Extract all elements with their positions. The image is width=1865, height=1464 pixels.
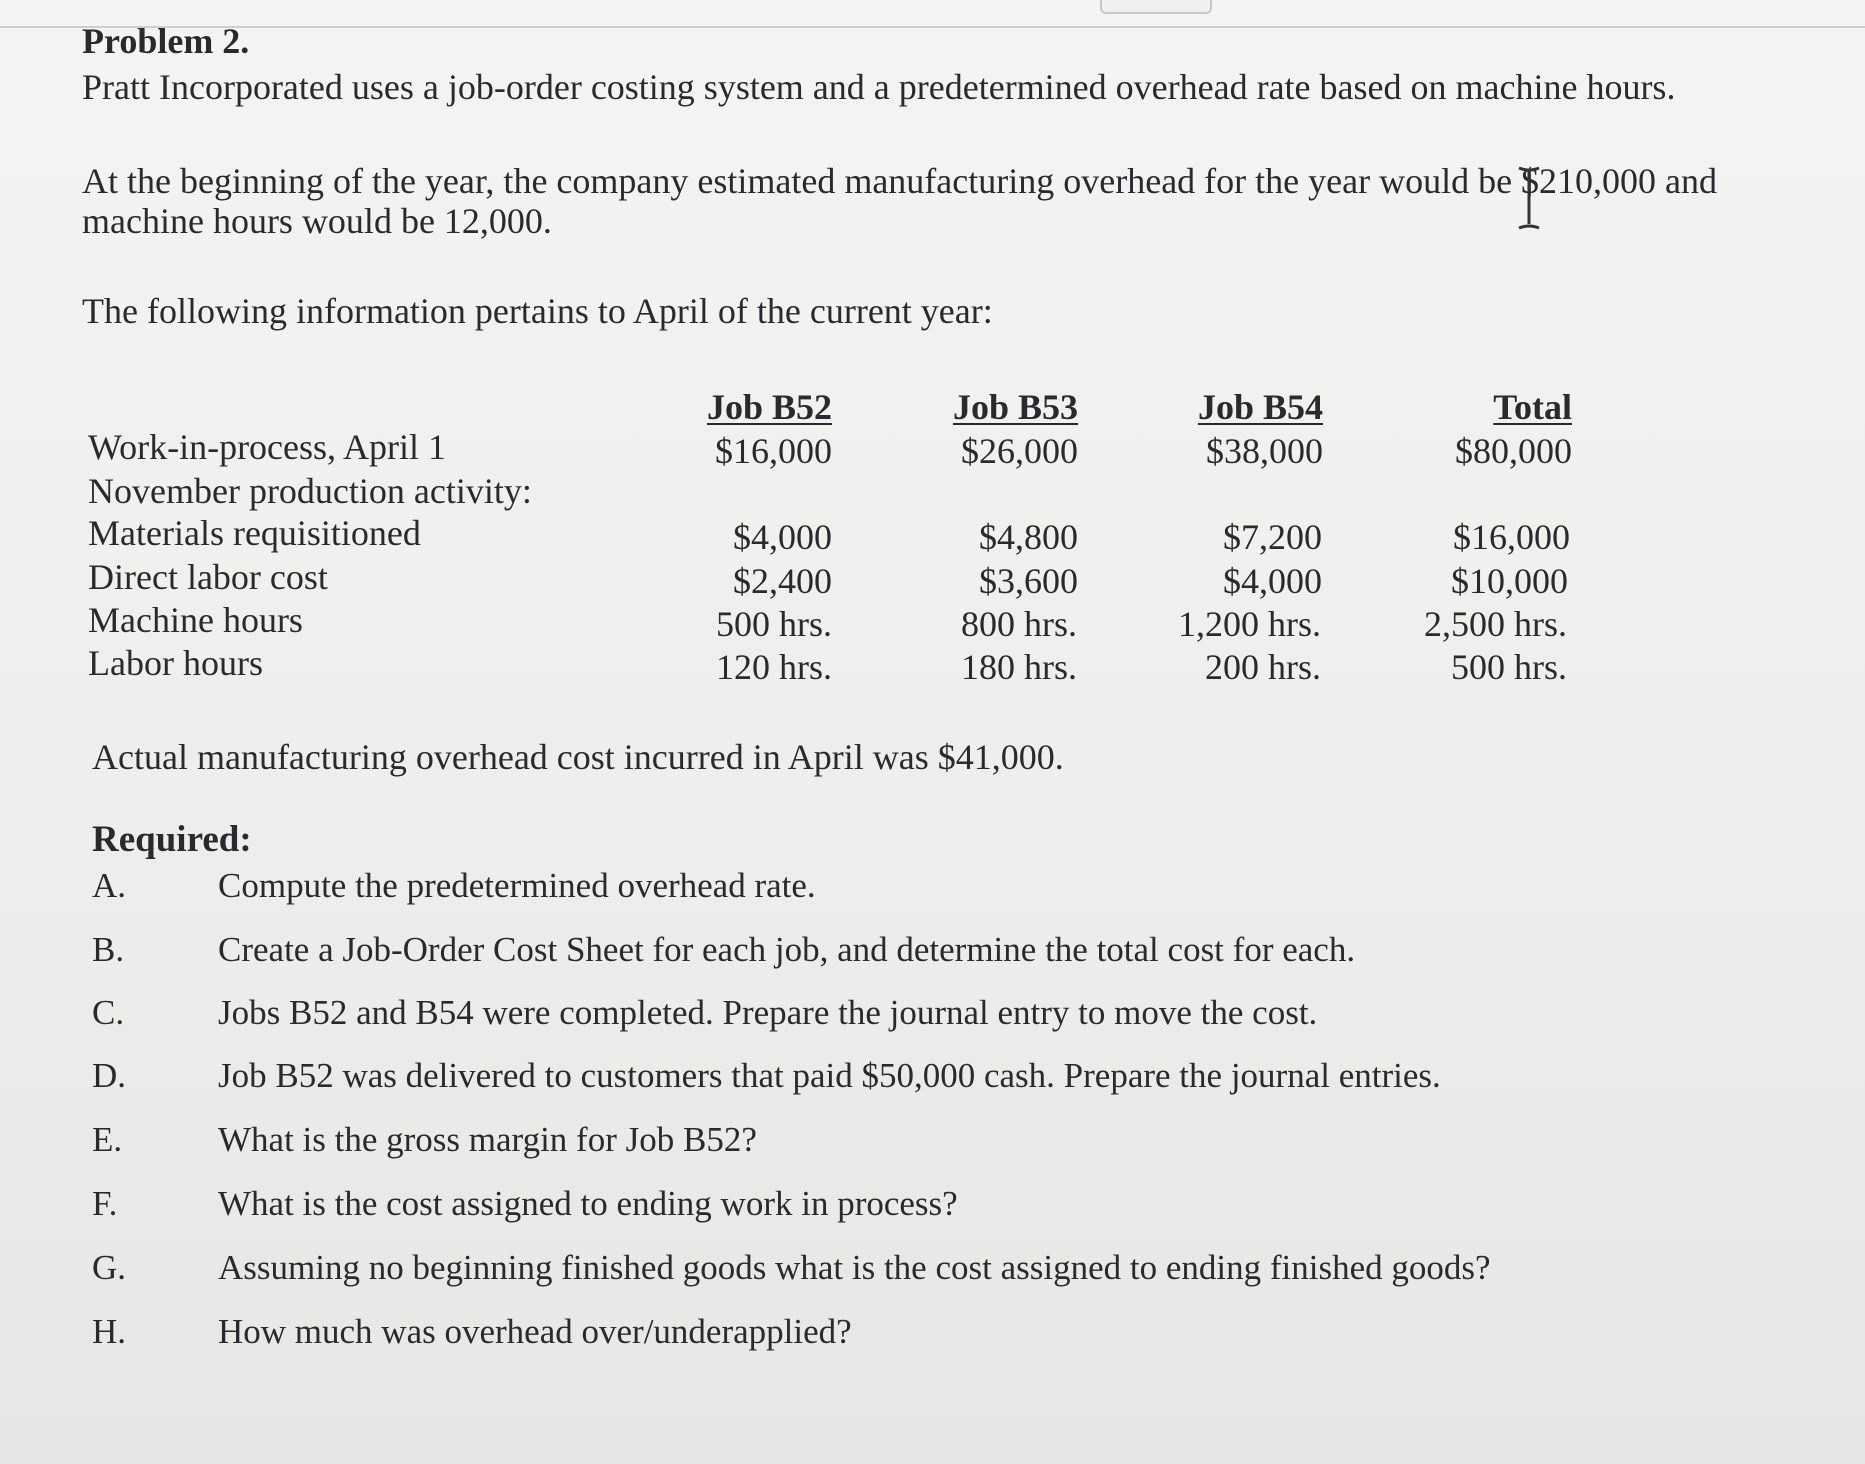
required-item-text: Assuming no beginning finished goods what is the cost assigned to ending finished goods? xyxy=(218,1248,1491,1287)
table-cell: $10,000 xyxy=(1451,561,1568,601)
top-tab xyxy=(1100,0,1212,14)
intro-paragraph: Pratt Incorporated uses a job-order costing system and a predetermined overhead rate based on machine hours. xyxy=(82,67,1676,107)
table-cell: 180 hrs. xyxy=(961,647,1077,687)
required-item-text: What is the cost assigned to ending work in process? xyxy=(218,1184,958,1223)
info-intro: The following information pertains to April of the current year: xyxy=(82,291,993,331)
row-label-november-activity: November production activity: xyxy=(88,471,532,511)
row-label-materials: Materials requisitioned xyxy=(88,513,421,553)
table-cell: 120 hrs. xyxy=(716,647,832,687)
column-header-job-b54: Job B54 xyxy=(1197,387,1323,427)
row-label-wip-april-1: Work-in-process, April 1 xyxy=(88,427,447,467)
table-cell: $4,000 xyxy=(733,517,832,557)
required-heading: Required: xyxy=(92,819,252,860)
required-item-letter: C. xyxy=(92,993,125,1032)
table-cell: 800 hrs. xyxy=(961,604,1077,644)
table-cell: 1,200 hrs. xyxy=(1178,604,1321,644)
required-item-letter: G. xyxy=(92,1248,127,1287)
table-cell: $7,200 xyxy=(1223,517,1322,557)
table-cell: $4,000 xyxy=(1223,561,1322,601)
actual-overhead-statement: Actual manufacturing overhead cost incurred in April was $41,000. xyxy=(92,737,1064,777)
table-cell: $3,600 xyxy=(979,561,1078,601)
required-item-text: Job B52 was delivered to customers that paid $50,000 cash. Prepare the journal entries. xyxy=(218,1056,1441,1095)
table-cell: $38,000 xyxy=(1206,431,1323,471)
table-cell: 2,500 hrs. xyxy=(1424,604,1567,644)
estimate-line-1: At the beginning of the year, the company estimated manufacturing overhead for the year would be $210,000 and xyxy=(82,161,1718,201)
required-item-text: Create a Job-Order Cost Sheet for each job, and determine the total cost for each. xyxy=(218,930,1356,969)
problem-title: Problem 2. xyxy=(82,21,250,61)
text-cursor-icon xyxy=(1516,166,1542,230)
row-label-labor-hours: Labor hours xyxy=(88,643,263,683)
required-item-letter: D. xyxy=(92,1056,127,1095)
required-item-text: What is the gross margin for Job B52? xyxy=(218,1120,757,1159)
required-item-letter: B. xyxy=(92,930,125,969)
row-label-machine-hours: Machine hours xyxy=(88,600,303,640)
required-item-text: How much was overhead over/underapplied? xyxy=(218,1312,852,1351)
required-item-letter: E. xyxy=(92,1120,123,1159)
table-cell: $26,000 xyxy=(961,431,1078,471)
column-header-total: Total xyxy=(1493,387,1572,427)
table-cell: $16,000 xyxy=(1453,517,1570,557)
required-item-letter: F. xyxy=(92,1184,118,1223)
table-cell: 500 hrs. xyxy=(1451,647,1567,687)
required-item-text: Compute the predetermined overhead rate. xyxy=(218,866,816,905)
table-cell: $4,800 xyxy=(979,517,1078,557)
required-item-text: Jobs B52 and B54 were completed. Prepare the journal entry to move the cost. xyxy=(218,993,1318,1032)
table-cell: $2,400 xyxy=(733,561,832,601)
required-item-letter: A. xyxy=(92,866,127,905)
table-cell: $16,000 xyxy=(715,431,832,471)
column-header-job-b53: Job B53 xyxy=(952,387,1078,427)
required-item-letter: H. xyxy=(92,1312,127,1351)
estimate-line-2: machine hours would be 12,000. xyxy=(82,201,552,241)
table-cell: 500 hrs. xyxy=(716,604,832,644)
row-label-direct-labor: Direct labor cost xyxy=(88,557,328,597)
top-divider xyxy=(0,26,1865,28)
table-cell: $80,000 xyxy=(1455,431,1572,471)
column-header-job-b52: Job B52 xyxy=(706,387,832,427)
table-cell: 200 hrs. xyxy=(1205,647,1321,687)
